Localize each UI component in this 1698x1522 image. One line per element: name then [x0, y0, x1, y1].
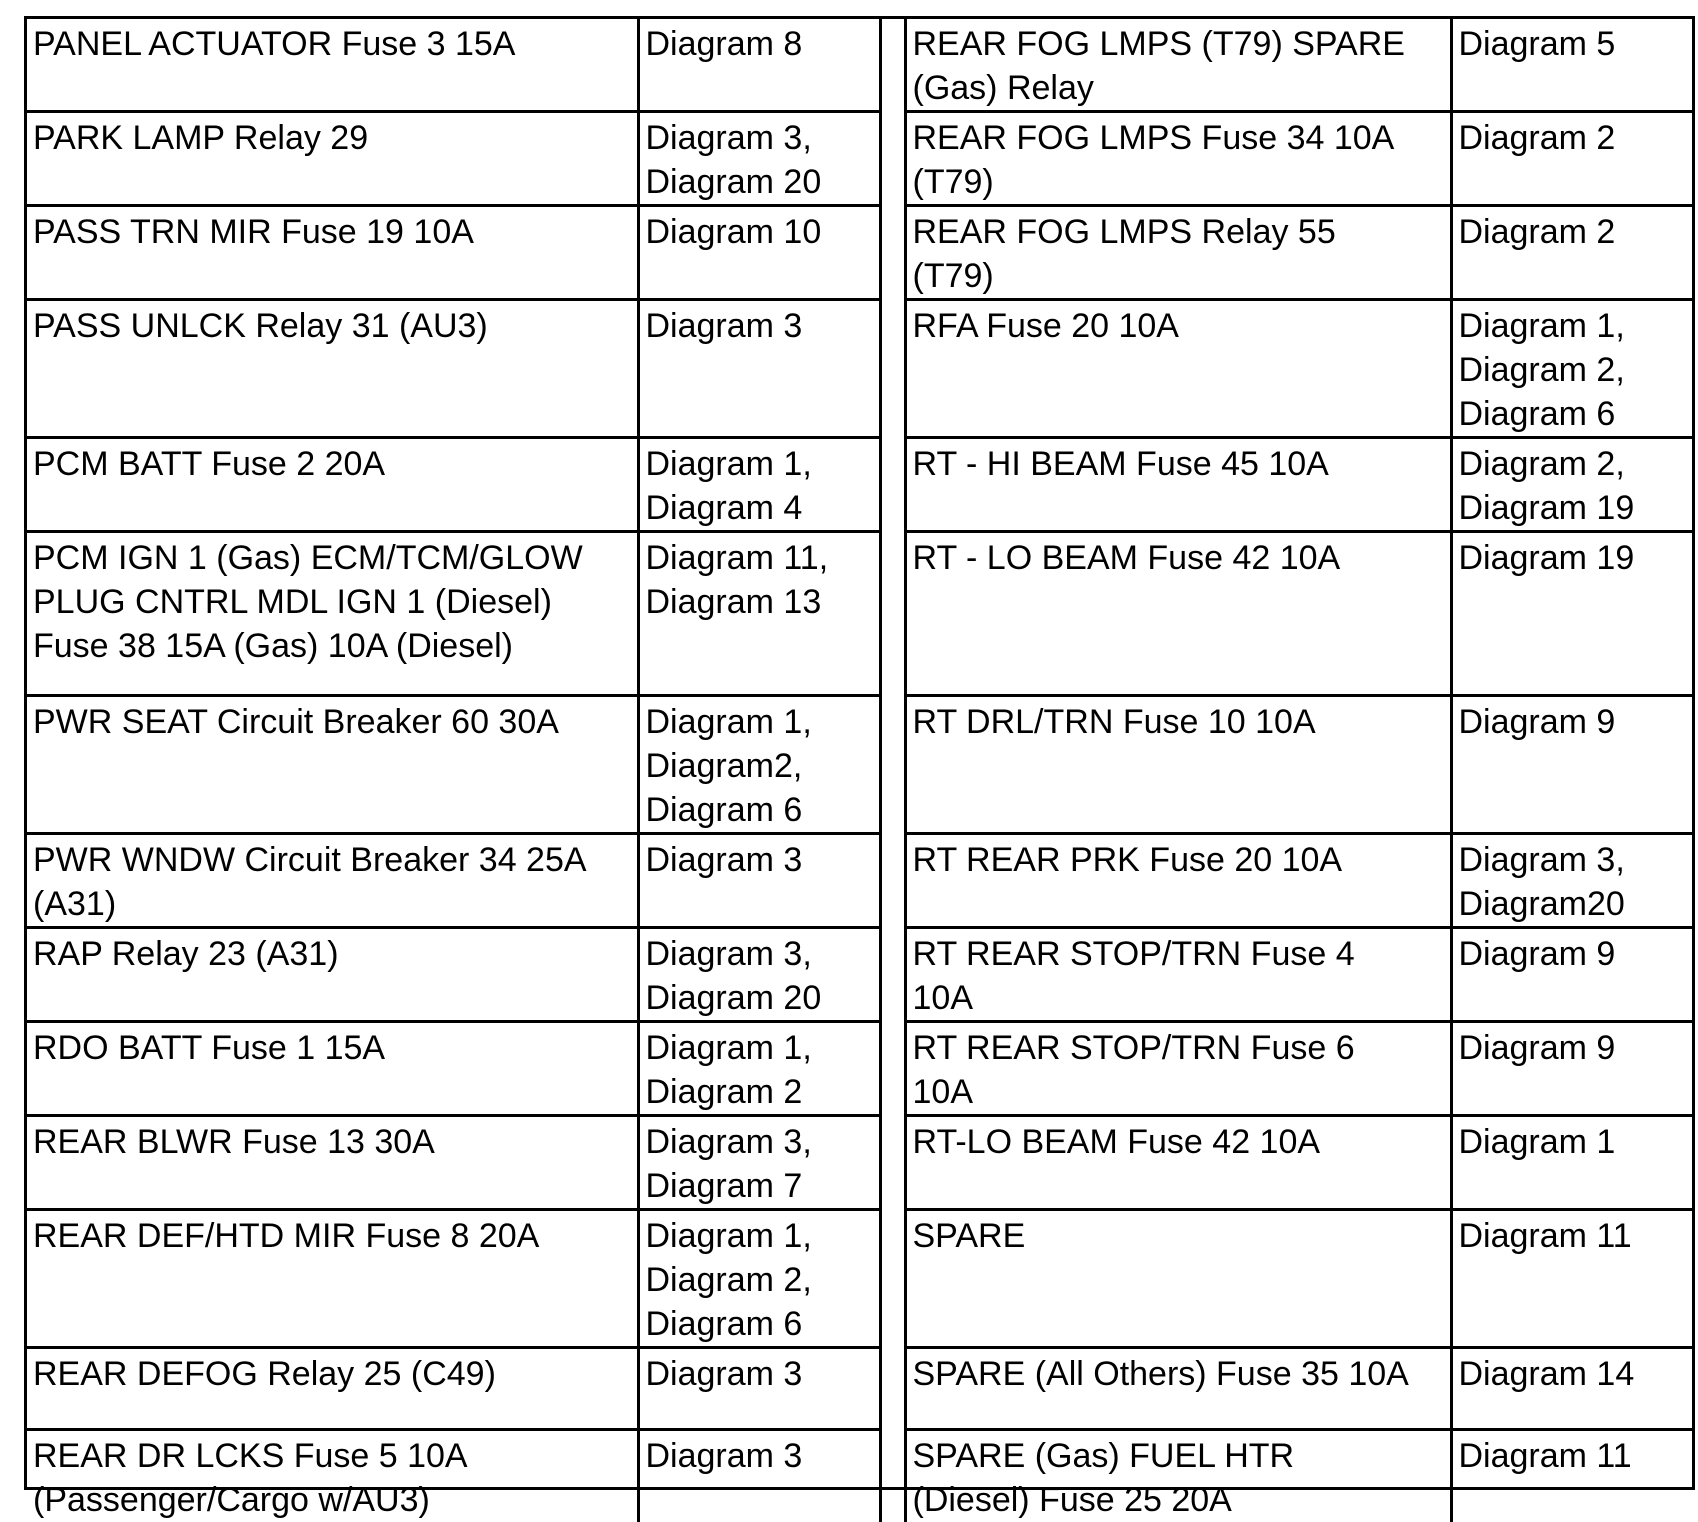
- table-row: [27, 438, 1692, 532]
- left-diagram-cell: Diagram 3: [638, 1348, 880, 1430]
- column-gap: [880, 206, 905, 300]
- table-row: [27, 834, 1692, 928]
- table-body: [27, 19, 1692, 1522]
- left-component-cell: PASS UNLCK Relay 31 (AU3): [27, 300, 638, 438]
- left-diagram-cell: Diagram 1, Diagram 4: [638, 438, 880, 532]
- column-gap: [880, 300, 905, 438]
- column-gap: [880, 1022, 905, 1116]
- left-component-cell: PCM BATT Fuse 2 20A: [27, 438, 638, 532]
- right-diagram-cell: Diagram 19: [1451, 532, 1692, 696]
- table-row: [27, 206, 1692, 300]
- right-component-cell: RT REAR STOP/TRN Fuse 4 10A: [905, 928, 1451, 1022]
- right-component-cell: RT - HI BEAM Fuse 45 10A: [905, 438, 1451, 532]
- column-gap: [880, 834, 905, 928]
- left-diagram-cell: Diagram 1, Diagram 2: [638, 1022, 880, 1116]
- column-gap: [880, 438, 905, 532]
- left-component-cell: REAR DR LCKS Fuse 5 10A (Passenger/Cargo w/AU3): [27, 1430, 638, 1522]
- left-component-cell: RDO BATT Fuse 1 15A: [27, 1022, 638, 1116]
- fuse-table: [27, 19, 1692, 1522]
- column-gap: [880, 696, 905, 834]
- right-component-cell: SPARE: [905, 1210, 1451, 1348]
- table-row: [27, 1022, 1692, 1116]
- right-component-cell: REAR FOG LMPS (T79) SPARE (Gas) Relay: [905, 19, 1451, 112]
- table-row: [27, 928, 1692, 1022]
- table-row: [27, 1348, 1692, 1430]
- left-component-cell: PWR SEAT Circuit Breaker 60 30A: [27, 696, 638, 834]
- right-component-cell: SPARE (Gas) FUEL HTR (Diesel) Fuse 25 20A: [905, 1430, 1451, 1522]
- left-diagram-cell: Diagram 3, Diagram 20: [638, 928, 880, 1022]
- left-component-cell: PASS TRN MIR Fuse 19 10A: [27, 206, 638, 300]
- column-gap: [880, 1116, 905, 1210]
- right-component-cell: RT - LO BEAM Fuse 42 10A: [905, 532, 1451, 696]
- column-gap: [880, 532, 905, 696]
- left-diagram-cell: Diagram 3: [638, 300, 880, 438]
- left-component-cell: PWR WNDW Circuit Breaker 34 25A (A31): [27, 834, 638, 928]
- right-component-cell: RT REAR PRK Fuse 20 10A: [905, 834, 1451, 928]
- left-diagram-cell: Diagram 3, Diagram 20: [638, 112, 880, 206]
- left-diagram-cell: Diagram 1, Diagram 2, Diagram 6: [638, 1210, 880, 1348]
- table-row: [27, 1210, 1692, 1348]
- left-component-cell: REAR DEF/HTD MIR Fuse 8 20A: [27, 1210, 638, 1348]
- left-diagram-cell: Diagram 1, Diagram2, Diagram 6: [638, 696, 880, 834]
- right-diagram-cell: Diagram 9: [1451, 1022, 1692, 1116]
- column-gap: [880, 19, 905, 112]
- right-diagram-cell: Diagram 2, Diagram 19: [1451, 438, 1692, 532]
- table-row: [27, 300, 1692, 438]
- left-diagram-cell: Diagram 3, Diagram 7: [638, 1116, 880, 1210]
- table-row: [27, 1430, 1692, 1522]
- right-diagram-cell: Diagram 11: [1451, 1210, 1692, 1348]
- table-row: [27, 19, 1692, 112]
- left-component-cell: PARK LAMP Relay 29: [27, 112, 638, 206]
- left-diagram-cell: Diagram 8: [638, 19, 880, 112]
- right-diagram-cell: Diagram 5: [1451, 19, 1692, 112]
- right-component-cell: REAR FOG LMPS Relay 55 (T79): [905, 206, 1451, 300]
- left-diagram-cell: Diagram 3: [638, 834, 880, 928]
- left-diagram-cell: Diagram 3: [638, 1430, 880, 1522]
- right-diagram-cell: Diagram 9: [1451, 696, 1692, 834]
- left-component-cell: PCM IGN 1 (Gas) ECM/TCM/GLOW PLUG CNTRL MDL IGN 1 (Diesel) Fuse 38 15A (Gas) 10A (Diesel): [27, 532, 638, 696]
- table-row: [27, 532, 1692, 696]
- right-component-cell: SPARE (All Others) Fuse 35 10A: [905, 1348, 1451, 1430]
- left-component-cell: RAP Relay 23 (A31): [27, 928, 638, 1022]
- column-gap: [880, 928, 905, 1022]
- column-gap: [880, 1348, 905, 1430]
- right-diagram-cell: Diagram 2: [1451, 112, 1692, 206]
- left-diagram-cell: Diagram 11, Diagram 13: [638, 532, 880, 696]
- fuse-relay-index-table: [24, 16, 1695, 1490]
- right-component-cell: RT DRL/TRN Fuse 10 10A: [905, 696, 1451, 834]
- right-component-cell: RFA Fuse 20 10A: [905, 300, 1451, 438]
- left-component-cell: REAR BLWR Fuse 13 30A: [27, 1116, 638, 1210]
- right-diagram-cell: Diagram 3, Diagram20: [1451, 834, 1692, 928]
- left-component-cell: REAR DEFOG Relay 25 (C49): [27, 1348, 638, 1430]
- left-component-cell: PANEL ACTUATOR Fuse 3 15A: [27, 19, 638, 112]
- table-row: [27, 1116, 1692, 1210]
- right-diagram-cell: Diagram 2: [1451, 206, 1692, 300]
- right-component-cell: RT-LO BEAM Fuse 42 10A: [905, 1116, 1451, 1210]
- right-diagram-cell: Diagram 14: [1451, 1348, 1692, 1430]
- table-row: [27, 112, 1692, 206]
- right-diagram-cell: Diagram 1: [1451, 1116, 1692, 1210]
- left-diagram-cell: Diagram 10: [638, 206, 880, 300]
- right-component-cell: REAR FOG LMPS Fuse 34 10A (T79): [905, 112, 1451, 206]
- column-gap: [880, 112, 905, 206]
- right-diagram-cell: Diagram 1, Diagram 2, Diagram 6: [1451, 300, 1692, 438]
- right-component-cell: RT REAR STOP/TRN Fuse 6 10A: [905, 1022, 1451, 1116]
- right-diagram-cell: Diagram 11: [1451, 1430, 1692, 1522]
- right-diagram-cell: Diagram 9: [1451, 928, 1692, 1022]
- column-gap: [880, 1210, 905, 1348]
- table-row: [27, 696, 1692, 834]
- column-gap: [880, 1430, 905, 1522]
